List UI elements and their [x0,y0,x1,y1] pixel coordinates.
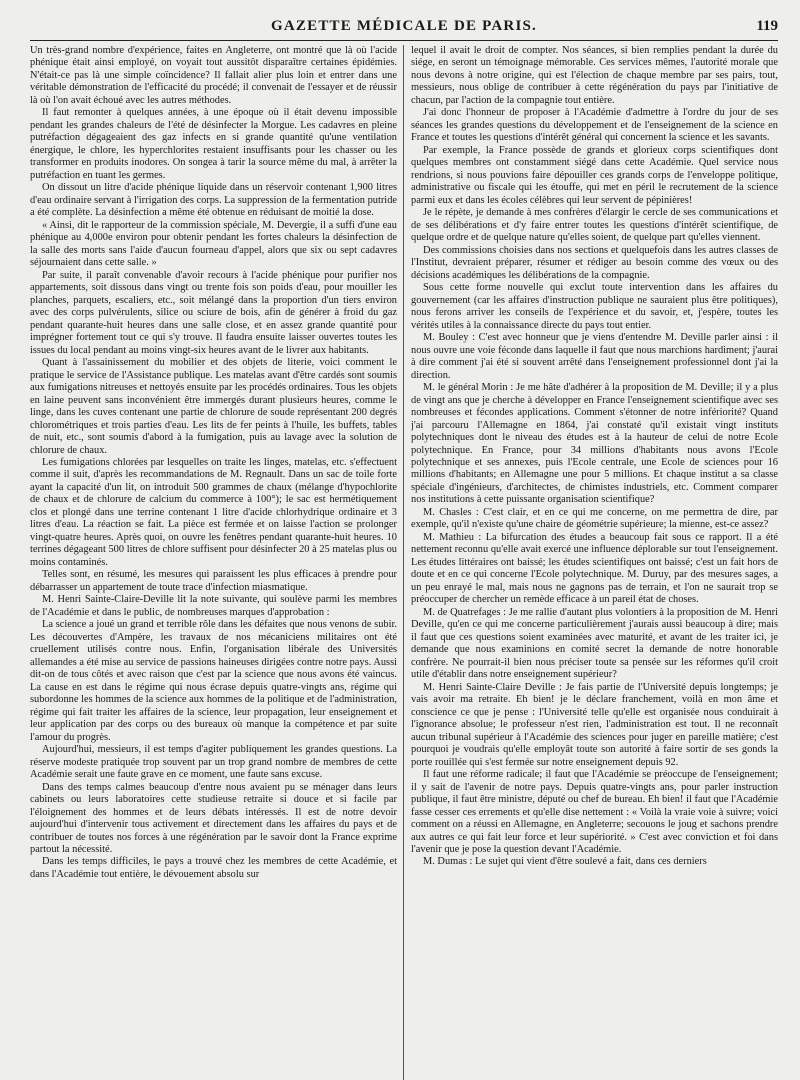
column-divider [403,45,404,1080]
paragraph: Dans les temps difficiles, le pays a trouvé chez les membres de cette Académie, et dans l'Académie tout entière, le dévouement absolu sur [30,856,397,880]
paragraph: La science a joué un grand et terrible rôle dans les défaites que nous venons de subir. Les découvertes d'Ampère, les travaux de nos mécaniciens militaires ont été cruellement utilisés contre nous. Enfin, l'organisation libérale des Universités allemandes a été mise au service de passions haineuses dirigées contre notre pays. Aussi dit-on de tous côtés et avec raison que c'est par la science que nous avons été vaincus. La cause en est dans le régime qui nous écrase depuis quatre-vingts ans, régime qui subordonne les hommes de la science aux hommes de la politique et de l'administration, régime qui fait traiter les affaires de la science, leur propagation, leur enseignement et leur application par des corps ou des bureaux où manque la compétence et par suite l'amour du progrès. [30,619,397,743]
paragraph: M. Bouley : C'est avec honneur que je viens d'entendre M. Deville parler ainsi : il nous ouvre une voie féconde dans laquelle il faut que nous marchions hardiment; j'aurai à dire comment j'ai été si souvent arrêté dans l'enseignement professionnel dont j'ai la direction. [411,332,778,381]
paragraph: Il faut remonter à quelques années, à une époque où il était devenu impossible pendant les grandes chaleurs de l'été de désinfecter la Morgue. Les cadavres en pleine putréfaction dégageaient des gaz infects en si grande quantité qu'une ventilation énergique, le chlore, les hyperchlorites restaient insuffisants pour les chasser ou les transformer en produits inodores. On songea à tarir la source même du mal, à arrêter la putréfaction en tuant les germes. [30,107,397,181]
page-number: 119 [756,18,778,34]
left-column [30,45,397,1080]
right-column [411,45,778,1080]
paragraph: lequel il avait le droit de compter. Nos séances, si bien remplies pendant la durée du siége, en seront un témoignage mémorable. Ces services mêmes, l'autorité morale que nous devons à notre origine, qui est l'élection de chaque membre par ses pairs, tout, messieurs, nous oblige de contribuer à cette régénération du pays par l'initiative de chacun, par l'action de la compagnie tout entière. [411,45,778,106]
paragraph: Je le répète, je demande à mes confrères d'élargir le cercle de ses communications et de ses délibérations et d'y faire entrer toutes les questions d'intérêt scientifique, de quelque ordre et de quelque nature qu'elles soient, de quelque part qu'elles viennent. [411,207,778,244]
paragraph: M. Dumas : Le sujet qui vient d'être soulevé a fait, dans ces derniers [423,856,707,868]
paragraph: Sous cette forme nouvelle qui exclut toute intervention dans les affaires du gouvernement (car les affaires d'instruction publique ne sauraient plus être politiques), nous ferons arriver les conseils de l'expérience et du savoir, et, j'espère, toutes les vérités utiles à la connaissance directe du pays tout entier. [411,282,778,331]
paragraph: M. le général Morin : Je me hâte d'adhérer à la proposition de M. Deville; il y a plus de vingt ans que je cherche à développer en France l'enseignement scientifique avec ses nombreuses et fécondes applications. Comment s'étonner de notre infériorité? Quand j'ai parcouru l'Allemagne en 1864, j'ai constaté qu'il existait vingt instituts polytechniques dont le niveau des études est à la hauteur de celui de notre Ecole polytechnique. En France, pour 34 millions d'habitants nous avons l'Ecole polytechnique et ses annexes, puis l'Ecole centrale, une Ecole de sciences pour 16 millions d'habitants; en Allemagne une pour 5 millions. Et chaque institut a sa classe spéciale d'ingénieurs, d'architectes, de chimistes industriels, etc. Comment comparer nos institutions à cette puissante organisation scientifique? [411,382,778,506]
paragraph: J'ai donc l'honneur de proposer à l'Académie d'admettre à l'ordre du jour de ses séances les grandes questions du développement et de l'enseignement de la science en France et toutes les questions d'intérêt général qui concernent la science et les savants. [411,107,778,144]
paragraph: M. de Quatrefages : Je me rallie d'autant plus volontiers à la proposition de M. Henri Deville, qu'en ce qui me concerne particulièrement j'aurais aussi beaucoup à dire; mais il faut que ces questions soient examinées avec maturité, et avant de les traiter ici, je demande que nous examinions en comité secret la demande de notre honorable confrère. Ne pourrait-il bien nous préciser toute sa pensée sur les réformes qu'il croit utile d'établir dans notre enseignement supérieur? [411,606,778,681]
paragraph: Des commissions choisies dans nos sections et quelquefois dans les autres classes de l'Institut, devraient préparer, résumer et rédiger au besoin comme des vœux ou des décisions académiques les délibérations de la compagnie. [411,244,778,281]
journal-title: GAZETTE MÉDICALE DE PARIS. [271,18,537,34]
paragraph: Dans des temps calmes beaucoup d'entre nous avaient pu se ménager dans leurs cabinets ou leurs laboratoires cette studieuse retraite si douce et si facile par l'éloignement des hommes et de leurs débats intéressés. Il est de notre devoir aujourd'hui d'intervenir tous activement et directement dans les affaires du pays et de contribuer de toutes nos forces à une régénération par le savoir dont la France exprime partout la nécessité. [30,781,397,855]
paragraph: M. Henri Sainte-Claire Deville : Je fais partie de l'Université depuis longtemps; je vais avoir ma retraite. Eh bien! je le déclare franchement, voilà en mon âme et conscience ce que je pense : l'Université telle qu'elle est organisée nous conduirait à l'ignorance absolue; le professeur n'est rien, l'administration est tout. Il ne reconnaît aucun tribunal supérieur à l'Académie des sciences pour juger en pareille matière; c'est pourquoi je voudrais qu'elle employât toute son autorité à faire sortir de ses gonds la porte rouillée qui s'est fermée sur notre enseignement depuis 92. [411,681,778,768]
paragraph: Un très-grand nombre d'expérience, faites en Angleterre, ont montré que là où l'acide phénique était ainsi employé, on voyait tout aussitôt disparaître certaines épidémies. N'était-ce pas là une simple coïncidence? Il fallait alier plus loin et entrer dans une véritable démonstration de l'efficacité du procédé; il convenait de l'essayer et de réussir là où l'on avait échoué avec les autres méthodes. [30,45,397,106]
paragraph: M. Chasles : C'est clair, et en ce qui me concerne, on me permettra de dire, par exemple, qu'il n'existe qu'une chaire de géométrie supérieure; la mienne, est-ce assez? [411,506,778,531]
paragraph: Il faut une réforme radicale; il faut que l'Académie se préoccupe de l'enseignement; il y sait de l'avenir de notre pays. Depuis quatre-vingts ans, pour parler instruction publique, il faut être ministre, député ou chef de bureau. Eh bien! il faut que l'Académie fasse cesser ces errements et qu'elle dise nettement : « Voilà la vraie voie à suivre; voici comment on a réussi en Allemagne, en Angleterre; secouons le joug et sachons prendre aux autres ce qui fait leur force et leur supériorité. » C'est avec conviction et foi dans l'avenir que je pose la question devant l'Académie. [411,769,778,855]
paragraph: M. Mathieu : La bifurcation des études a beaucoup fait sous ce rapport. Il a été nettement reconnu qu'elle avait exercé une influence déplorable sur tout l'enseignement. Les études littéraires ont baissé; les études scientifiques ont baissé; c'est un fait hors de doute et en ce qui concerne l'Ecole polytechnique. M. Duruy, par des mesures sages, a un peu enrayé le mal, mais nous ne gagnons pas de terrain, et l'on ne saurait trop se préoccuper de chercher un remède efficace à un pareil état de choses. [411,531,778,606]
paragraph: Telles sont, en résumé, les mesures qui paraissent les plus efficaces à prendre pour débarrasser un appartement de toute trace d'infection miasmatique. [30,569,397,593]
paragraph: On dissout un litre d'acide phénique liquide dans un réservoir contenant 1,900 litres d'eau ordinaire servant à l'irrigation des corps. La suppression de la fermentation putride a été complète. La désinfection a même été obtenue en réduisant de moitié la dose. [30,182,397,219]
paragraph: Par exemple, la France possède de grands et glorieux corps scientifiques dont quelques membres ont constamment siégé dans cette Académie. Quel service nous rendrions, si nous pouvions faire dépouiller ces grands corps de l'enveloppe politique, administrative ou fiscale qui les étouffe, qui met en péril le recrutement de la science parmi eux et dans les écoles célèbres qui leur servent de pépinières! [411,144,778,206]
paragraph: Quant à l'assainissement du mobilier et des objets de literie, voici comment le pratique le service de l'Assistance publique. Les matelas avant d'être cardés sont soumis aux fumigations nitreuses et nettoyés ensuite par les procédés ordinaires. Tous les objets en laine peuvent sans inconvénient être immergés durant plusieurs heures, comme le linge, dans les cuves contenant une partie de chlorure de soude représentant 200 degrés chlorométriques et trois parties d'eau. Les lits de fer peints à l'huile, les buffets, tables de nuit, etc., sont soumis d'abord à la fumigation, puis au lavage avec la solution de chlorure de chaux. [30,357,397,456]
paragraph: « Ainsi, dit le rapporteur de la commission spéciale, M. Devergie, il a suffi d'une eau phénique au 4,000e environ pour obtenir pendant les fortes chaleurs la désinfection de la salle des morts sans l'aide d'aucun fourneau d'appel, alors que six ou sept cadavres séjournaient dans cette salle. » [30,219,397,269]
text-columns [30,45,778,1080]
page-header [30,14,778,41]
paragraph: M. Henri Sainte-Claire-Deville lit la note suivante, qui soulève parmi les membres de l'Académie et dans le public, de nombreuses marques d'approbation : [30,594,397,618]
paragraph: Aujourd'hui, messieurs, il est temps d'agiter publiquement les grandes questions. La réserve modeste pratiquée trop souvent par un trop grand nombre de membres de cette Académie serait une faute grave en ce moment, une faute sans excuse. [30,744,397,781]
paragraph: Par suite, il paraît convenable d'avoir recours à l'acide phénique pour purifier nos appartements, soit dissous dans vingt ou trente fois son poids d'eau, pour mouiller les planches, parquets, escaliers, etc., soit mélangé dans la proportion d'un tiers environ avec des corps pulvérulents, silice ou sciure de bois, afin de générer à froid du gaz pendant quarante-huit heures dans une salle close, et en assez grande quantité pour imprégner fortement tout ce qui s'y trouve. Il faudra ensuite laisser ouvertes toutes les issues du local pendant au moins vingt-six heures avant de le livrer aux habitants. [30,269,397,356]
paragraph: Les fumigations chlorées par lesquelles on traite les linges, matelas, etc. s'effectuent comme il suit, d'après les recommandations de M. Regnault. Dans un sac de toile forte ayant la capacité d'un lit, on introduit 500 grammes de chaux (mélange d'hypochlorite de chaux et de chlorure de calcium du commerce à 100°); le sac est hermétiquement clos et plongé dans une terrine contenant 1 litre d'acide chlorhydrique ordinaire et 3 litres d'eau. La réaction se fait. La pièce est fermée et on laisse l'action se prolonger vingt-quatre heures. Après quoi, on ouvre les fenêtres pendant quarante-huit heures. 10 terrines dégageant 500 litres de chlore suffisent pour désinfecter 20 à 25 matelas plus ou moins contaminés. [30,456,397,568]
